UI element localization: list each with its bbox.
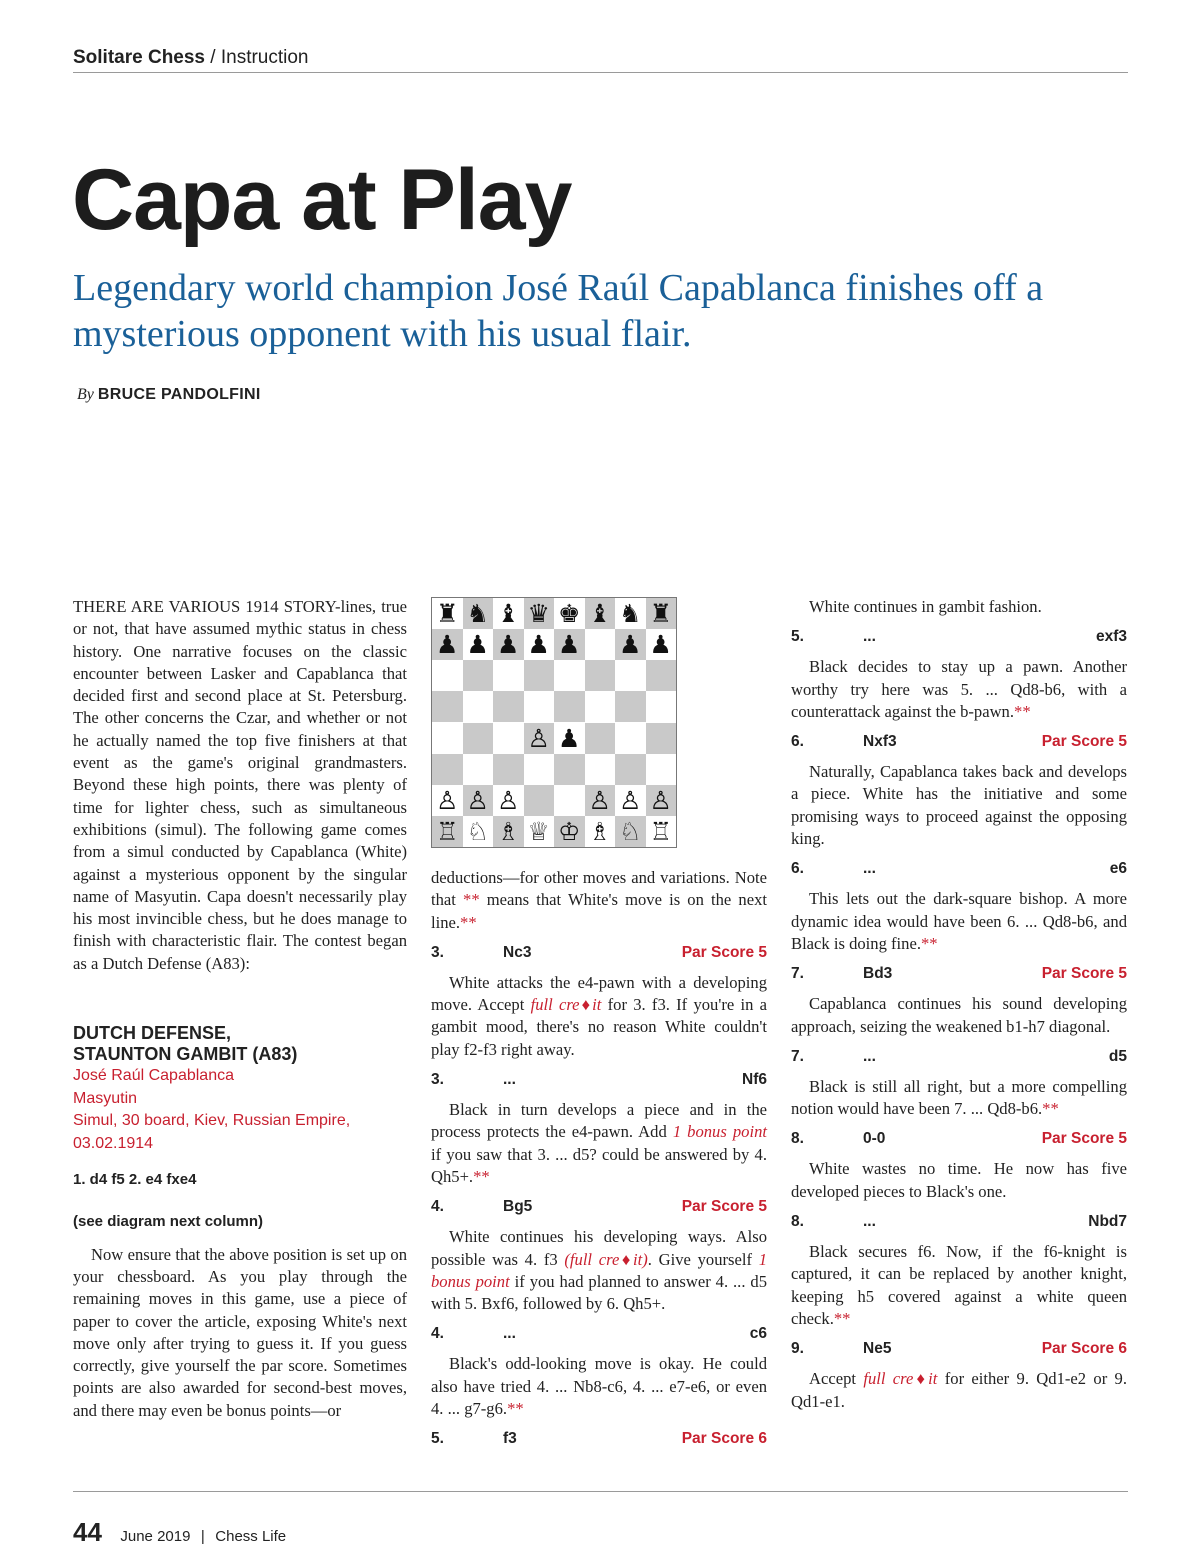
square-f2 — [585, 785, 616, 816]
move-san: 0-0 — [863, 1130, 886, 1148]
chess-piece-icon: ♟ — [466, 630, 489, 660]
square-g2 — [615, 785, 646, 816]
comment-text: Black is still all right, but a more compelling notion would have been 7. ... Qd8-b6. — [791, 1076, 1127, 1119]
square-h2 — [646, 785, 677, 816]
square-f4 — [585, 723, 616, 754]
square-h1 — [646, 816, 677, 847]
square-b3 — [463, 754, 494, 785]
square-b2 — [463, 785, 494, 816]
square-h5 — [646, 691, 677, 722]
comment-text: Black's odd-looking move is okay. He could also have tried 4. ... Nb8-c6, 4. ... e7-e6, or even 4. ... g7-g6. — [431, 1354, 767, 1419]
square-c7 — [493, 629, 524, 660]
category-name: Instruction — [220, 47, 309, 68]
square-g3 — [615, 754, 646, 785]
opening-name-line1: DUTCH DEFENSE, — [73, 1023, 232, 1044]
chess-piece-icon: ♖ — [436, 816, 459, 846]
move-entry — [431, 943, 767, 963]
chess-piece-icon: ♙ — [436, 785, 459, 815]
page-number: 44 — [73, 1517, 102, 1547]
square-f1 — [585, 816, 616, 847]
comment-text: for either 9. Qd1-e2 or 9. Qd1-e1. — [791, 1369, 1128, 1411]
square-f6 — [585, 660, 616, 691]
chess-piece-icon: ♟ — [558, 723, 581, 753]
move-entry — [431, 1429, 767, 1449]
double-asterisk-mark: ** — [1014, 701, 1031, 721]
square-d3 — [524, 754, 555, 785]
chess-piece-icon: ♙ — [497, 785, 520, 815]
instructions-text-a: deductions—for other moves and variations. Note that — [431, 868, 767, 910]
square-c8 — [493, 598, 524, 629]
square-g5 — [615, 691, 646, 722]
move-entry — [791, 732, 1127, 752]
move-entry — [431, 1197, 767, 1217]
event-info: Simul, 30 board, Kiev, Russian Empire, — [73, 1112, 351, 1130]
move-san: ... — [863, 860, 876, 878]
chess-piece-icon: ♖ — [649, 816, 672, 846]
chess-piece-icon: ♗ — [588, 816, 611, 846]
column-2 — [431, 867, 767, 1458]
move-entry — [791, 964, 1127, 984]
footer-separator: | — [200, 1528, 205, 1545]
chess-piece-icon: ♘ — [619, 816, 642, 846]
byline-prefix: By — [77, 386, 94, 403]
square-b7 — [463, 629, 494, 660]
chess-piece-icon: ♕ — [527, 816, 550, 846]
move-entry — [431, 1070, 767, 1090]
move-comment: Capablanca continues his sound developing approach, seizing the weakened b1-h7 diagonal. — [791, 994, 1127, 1036]
move-san: Ne5 — [863, 1340, 892, 1358]
comment-emphasis: full cre♦it — [530, 995, 602, 1015]
section-name: Solitare Chess — [73, 47, 205, 68]
comment-text: Black decides to stay up a pawn. Another worthy try here was 5. ... Qd8-b6, with a counterattack against the b-pawn. — [791, 657, 1127, 721]
move-san: f3 — [503, 1430, 517, 1448]
move-comment — [791, 888, 1127, 955]
move-number: 7. — [791, 1047, 804, 1065]
move-san: ... — [863, 628, 876, 646]
running-head — [73, 47, 309, 69]
chess-piece-icon: ♔ — [558, 816, 581, 846]
square-d2 — [524, 785, 555, 816]
chess-piece-icon: ♟ — [497, 630, 520, 660]
comment-text: White attacks the e4-pawn with a developing move. Accept — [431, 972, 767, 1015]
comment-text: if you saw that 3. ... d5? could be answered by 4. Qh5+. — [431, 1144, 767, 1186]
move-number: 7. — [791, 965, 804, 983]
square-e5 — [554, 691, 585, 722]
column-3 — [791, 596, 1127, 1413]
chess-piece-icon: ♙ — [466, 785, 489, 815]
intro-paragraph: THERE ARE VARIOUS 1914 STORY-lines, true or not, that have assumed mythic status in chess history. One narrative focuses on the classic encounter between Lasker and Capablanca that decided first and second place at St. Petersburg. The other concerns the Czar, and whether or not he actually named the top five finishers at that event as the game's original grandmasters. Beyond these high points, there was plenty of time for lighter chess, such as simultaneous exhibitions (simul). The following game comes from a simul conducted by Capablanca (White) against a mysterious opponent by the singular name of Masyutin. Capa doesn't necessarily play his most invincible chess, but he does manage to finish with characteristic flair. The contest began as a Dutch Defense (A83): — [73, 597, 407, 973]
double-asterisk-mark: ** — [507, 1399, 524, 1419]
header-separator: / — [205, 47, 221, 68]
square-g1 — [615, 816, 646, 847]
square-d5 — [524, 691, 555, 722]
square-e1 — [554, 816, 585, 847]
square-h3 — [646, 754, 677, 785]
chess-piece-icon: ♟ — [436, 630, 459, 660]
chess-piece-icon: ♟ — [649, 630, 672, 660]
instructions-paragraph: Now ensure that the above position is set up on your chessboard. As you play through the remaining moves in this game, use a piece of paper to cover the article, exposing White's next move only after trying to guess it. If you guess correctly, give yourself the par score. Sometimes points are also awarded for second-best moves, and there may even be bonus points—or — [73, 1244, 407, 1420]
square-c2 — [493, 785, 524, 816]
move-number: 4. — [431, 1325, 444, 1343]
move-number: 4. — [431, 1198, 444, 1216]
black-move: Nf6 — [742, 1071, 767, 1089]
move-san: ... — [863, 1213, 876, 1231]
square-f7 — [585, 629, 616, 660]
comment-text: Accept — [809, 1369, 864, 1389]
black-move: exf3 — [1095, 628, 1127, 646]
move-entry — [791, 1339, 1127, 1359]
page-footer — [73, 1517, 286, 1548]
square-a1 — [432, 816, 463, 847]
move-comment — [431, 1099, 767, 1188]
move-comment — [431, 1226, 767, 1315]
square-c3 — [493, 754, 524, 785]
par-score: Par Score 6 — [1041, 1340, 1127, 1358]
double-asterisk-mark: ** — [833, 1308, 851, 1328]
square-d8 — [524, 598, 555, 629]
square-a5 — [432, 691, 463, 722]
comment-text: for 3. f3. If you're in a gambit mood, there's no reason White couldn't play f2-f3 right away. — [431, 995, 767, 1059]
move-number: 5. — [791, 628, 804, 646]
move-comment — [791, 1368, 1127, 1413]
square-h7 — [646, 629, 677, 660]
chess-piece-icon: ♗ — [497, 816, 520, 846]
chess-piece-icon: ♙ — [588, 785, 611, 815]
black-move: d5 — [1108, 1047, 1127, 1065]
move-san: Nxf3 — [863, 733, 897, 751]
comment-emphasis: (full cre♦it) — [564, 1249, 648, 1269]
square-h6 — [646, 660, 677, 691]
chess-piece-icon: ♙ — [619, 785, 642, 815]
article-title: Capa at Play — [72, 152, 572, 248]
square-g6 — [615, 660, 646, 691]
move-number: 9. — [791, 1340, 804, 1358]
square-g7 — [615, 629, 646, 660]
comment-emphasis: full cre♦it — [863, 1369, 938, 1389]
comment-text: . Give yourself — [647, 1249, 759, 1269]
square-e7 — [554, 629, 585, 660]
header-rule — [73, 72, 1128, 73]
chess-piece-icon: ♜ — [436, 599, 459, 629]
comment-emphasis: 1 bonus point — [431, 1249, 767, 1291]
square-a6 — [432, 660, 463, 691]
square-f8 — [585, 598, 616, 629]
chess-piece-icon: ♜ — [649, 599, 672, 629]
square-b6 — [463, 660, 494, 691]
square-d6 — [524, 660, 555, 691]
chess-piece-icon: ♝ — [588, 599, 611, 629]
move-comment — [431, 972, 767, 1061]
column-1 — [73, 596, 407, 1422]
instructions-continued — [431, 867, 767, 934]
par-score: Par Score 5 — [681, 943, 767, 961]
comment-text: Black in turn develops a piece and in the process protects the e4-pawn. Add — [431, 1100, 767, 1142]
chess-piece-icon: ♘ — [466, 816, 489, 846]
square-c6 — [493, 660, 524, 691]
comment-text: This lets out the dark-square bishop. A more dynamic idea would have been 6. ... Qd8-b6, and Black is doing fine. — [791, 889, 1127, 953]
move-entry — [791, 1129, 1127, 1149]
square-d1 — [524, 816, 555, 847]
game-date: 03.02.1914 — [73, 1134, 154, 1152]
move-san: Bd3 — [863, 965, 893, 983]
par-score: Par Score 5 — [1041, 1130, 1127, 1148]
move-san: Nc3 — [503, 943, 532, 961]
square-e8 — [554, 598, 585, 629]
square-b8 — [463, 598, 494, 629]
move-comment — [791, 656, 1127, 723]
move-san: ... — [503, 1325, 516, 1343]
move-entry — [791, 1212, 1127, 1232]
move-number: 6. — [791, 860, 804, 878]
move-comment: White wastes no time. He now has five developed pieces to Black's one. — [791, 1159, 1127, 1201]
square-a2 — [432, 785, 463, 816]
comment-text: White continues his developing ways. Also possible was 4. f3 — [431, 1227, 767, 1269]
square-a8 — [432, 598, 463, 629]
chess-diagram — [431, 597, 677, 848]
square-c4 — [493, 723, 524, 754]
square-h8 — [646, 598, 677, 629]
square-d7 — [524, 629, 555, 660]
opening-name-line2: STAUNTON GAMBIT (A83) — [73, 1044, 298, 1065]
double-asterisk-mark: ** — [473, 1166, 490, 1186]
comment-emphasis: 1 bonus point — [672, 1122, 767, 1142]
move-entry — [791, 627, 1127, 647]
double-asterisk-mark: ** — [1042, 1099, 1059, 1119]
magazine-name: Chess Life — [215, 1528, 287, 1545]
par-score: Par Score 5 — [681, 1198, 767, 1216]
square-a4 — [432, 723, 463, 754]
chess-piece-icon: ♙ — [649, 785, 672, 815]
square-c1 — [493, 816, 524, 847]
footer-rule — [73, 1491, 1128, 1492]
square-a7 — [432, 629, 463, 660]
white-player: José Raúl Capablanca — [73, 1067, 234, 1085]
chess-piece-icon: ♞ — [466, 599, 489, 629]
byline — [77, 386, 261, 404]
double-asterisk-mark: ** — [460, 912, 477, 932]
chess-piece-icon: ♚ — [558, 599, 581, 629]
move-comment: White continues in gambit fashion. — [809, 597, 1042, 616]
double-asterisk-mark: ** — [920, 933, 938, 953]
chess-piece-icon: ♛ — [527, 599, 550, 629]
par-score: Par Score 6 — [681, 1430, 767, 1448]
move-comment — [791, 1076, 1127, 1121]
square-a3 — [432, 754, 463, 785]
move-san: ... — [863, 1047, 876, 1065]
move-comment: Naturally, Capablanca takes back and develops a piece. White has the initiative and some promising ways to proceed against the opposing king. — [791, 762, 1127, 849]
black-player: Masyutin — [73, 1089, 138, 1107]
chess-piece-icon: ♝ — [497, 599, 520, 629]
move-number: 3. — [431, 943, 444, 961]
move-number: 8. — [791, 1213, 804, 1231]
chess-piece-icon: ♙ — [527, 723, 550, 753]
diagram-note: (see diagram next column) — [73, 1213, 264, 1231]
move-comment — [431, 1353, 767, 1420]
move-number: 8. — [791, 1130, 804, 1148]
move-number: 6. — [791, 733, 804, 751]
par-score: Par Score 5 — [1041, 965, 1127, 983]
square-b1 — [463, 816, 494, 847]
square-e4 — [554, 723, 585, 754]
comment-text: if you had planned to answer 4. ... d5 with 5. Bxf6, followed by 6. Qh5+. — [431, 1271, 767, 1314]
move-san: ... — [503, 1071, 516, 1089]
black-move: c6 — [749, 1325, 767, 1343]
chess-piece-icon: ♟ — [558, 630, 581, 660]
move-san: Bg5 — [503, 1198, 533, 1216]
move-entry — [791, 1047, 1127, 1067]
square-b4 — [463, 723, 494, 754]
chess-piece-icon: ♞ — [619, 599, 642, 629]
move-number: 5. — [431, 1430, 444, 1448]
issue-date: June 2019 — [120, 1528, 191, 1545]
chess-piece-icon: ♟ — [619, 630, 642, 660]
move-entry — [431, 1324, 767, 1344]
square-d4 — [524, 723, 555, 754]
opening-moves: 1. d4 f5 2. e4 fxe4 — [73, 1171, 197, 1189]
instructions-text-b: means that White's move is on the next line. — [431, 890, 767, 932]
square-b5 — [463, 691, 494, 722]
square-f3 — [585, 754, 616, 785]
par-score: Par Score 5 — [1041, 733, 1127, 751]
move-entry — [791, 859, 1127, 879]
black-move: e6 — [1109, 860, 1127, 878]
comment-text: Black secures f6. Now, if the f6-knight is captured, it can be replaced by another knight, keeping h5 covered against a white queen check. — [791, 1242, 1127, 1328]
double-asterisk-mark: ** — [463, 890, 480, 910]
move-number: 3. — [431, 1071, 444, 1089]
author-name: BRUCE PANDOLFINI — [97, 386, 261, 403]
chess-piece-icon: ♟ — [527, 630, 550, 660]
square-g8 — [615, 598, 646, 629]
article-deck: Legendary world champion José Raúl Capablanca finishes off a mysterious opponent with his usual flair. — [73, 267, 1044, 355]
square-h4 — [646, 723, 677, 754]
square-c5 — [493, 691, 524, 722]
black-move: Nbd7 — [1088, 1213, 1127, 1231]
square-f5 — [585, 691, 616, 722]
move-comment — [791, 1241, 1127, 1330]
square-g4 — [615, 723, 646, 754]
square-e2 — [554, 785, 585, 816]
square-e3 — [554, 754, 585, 785]
square-e6 — [554, 660, 585, 691]
